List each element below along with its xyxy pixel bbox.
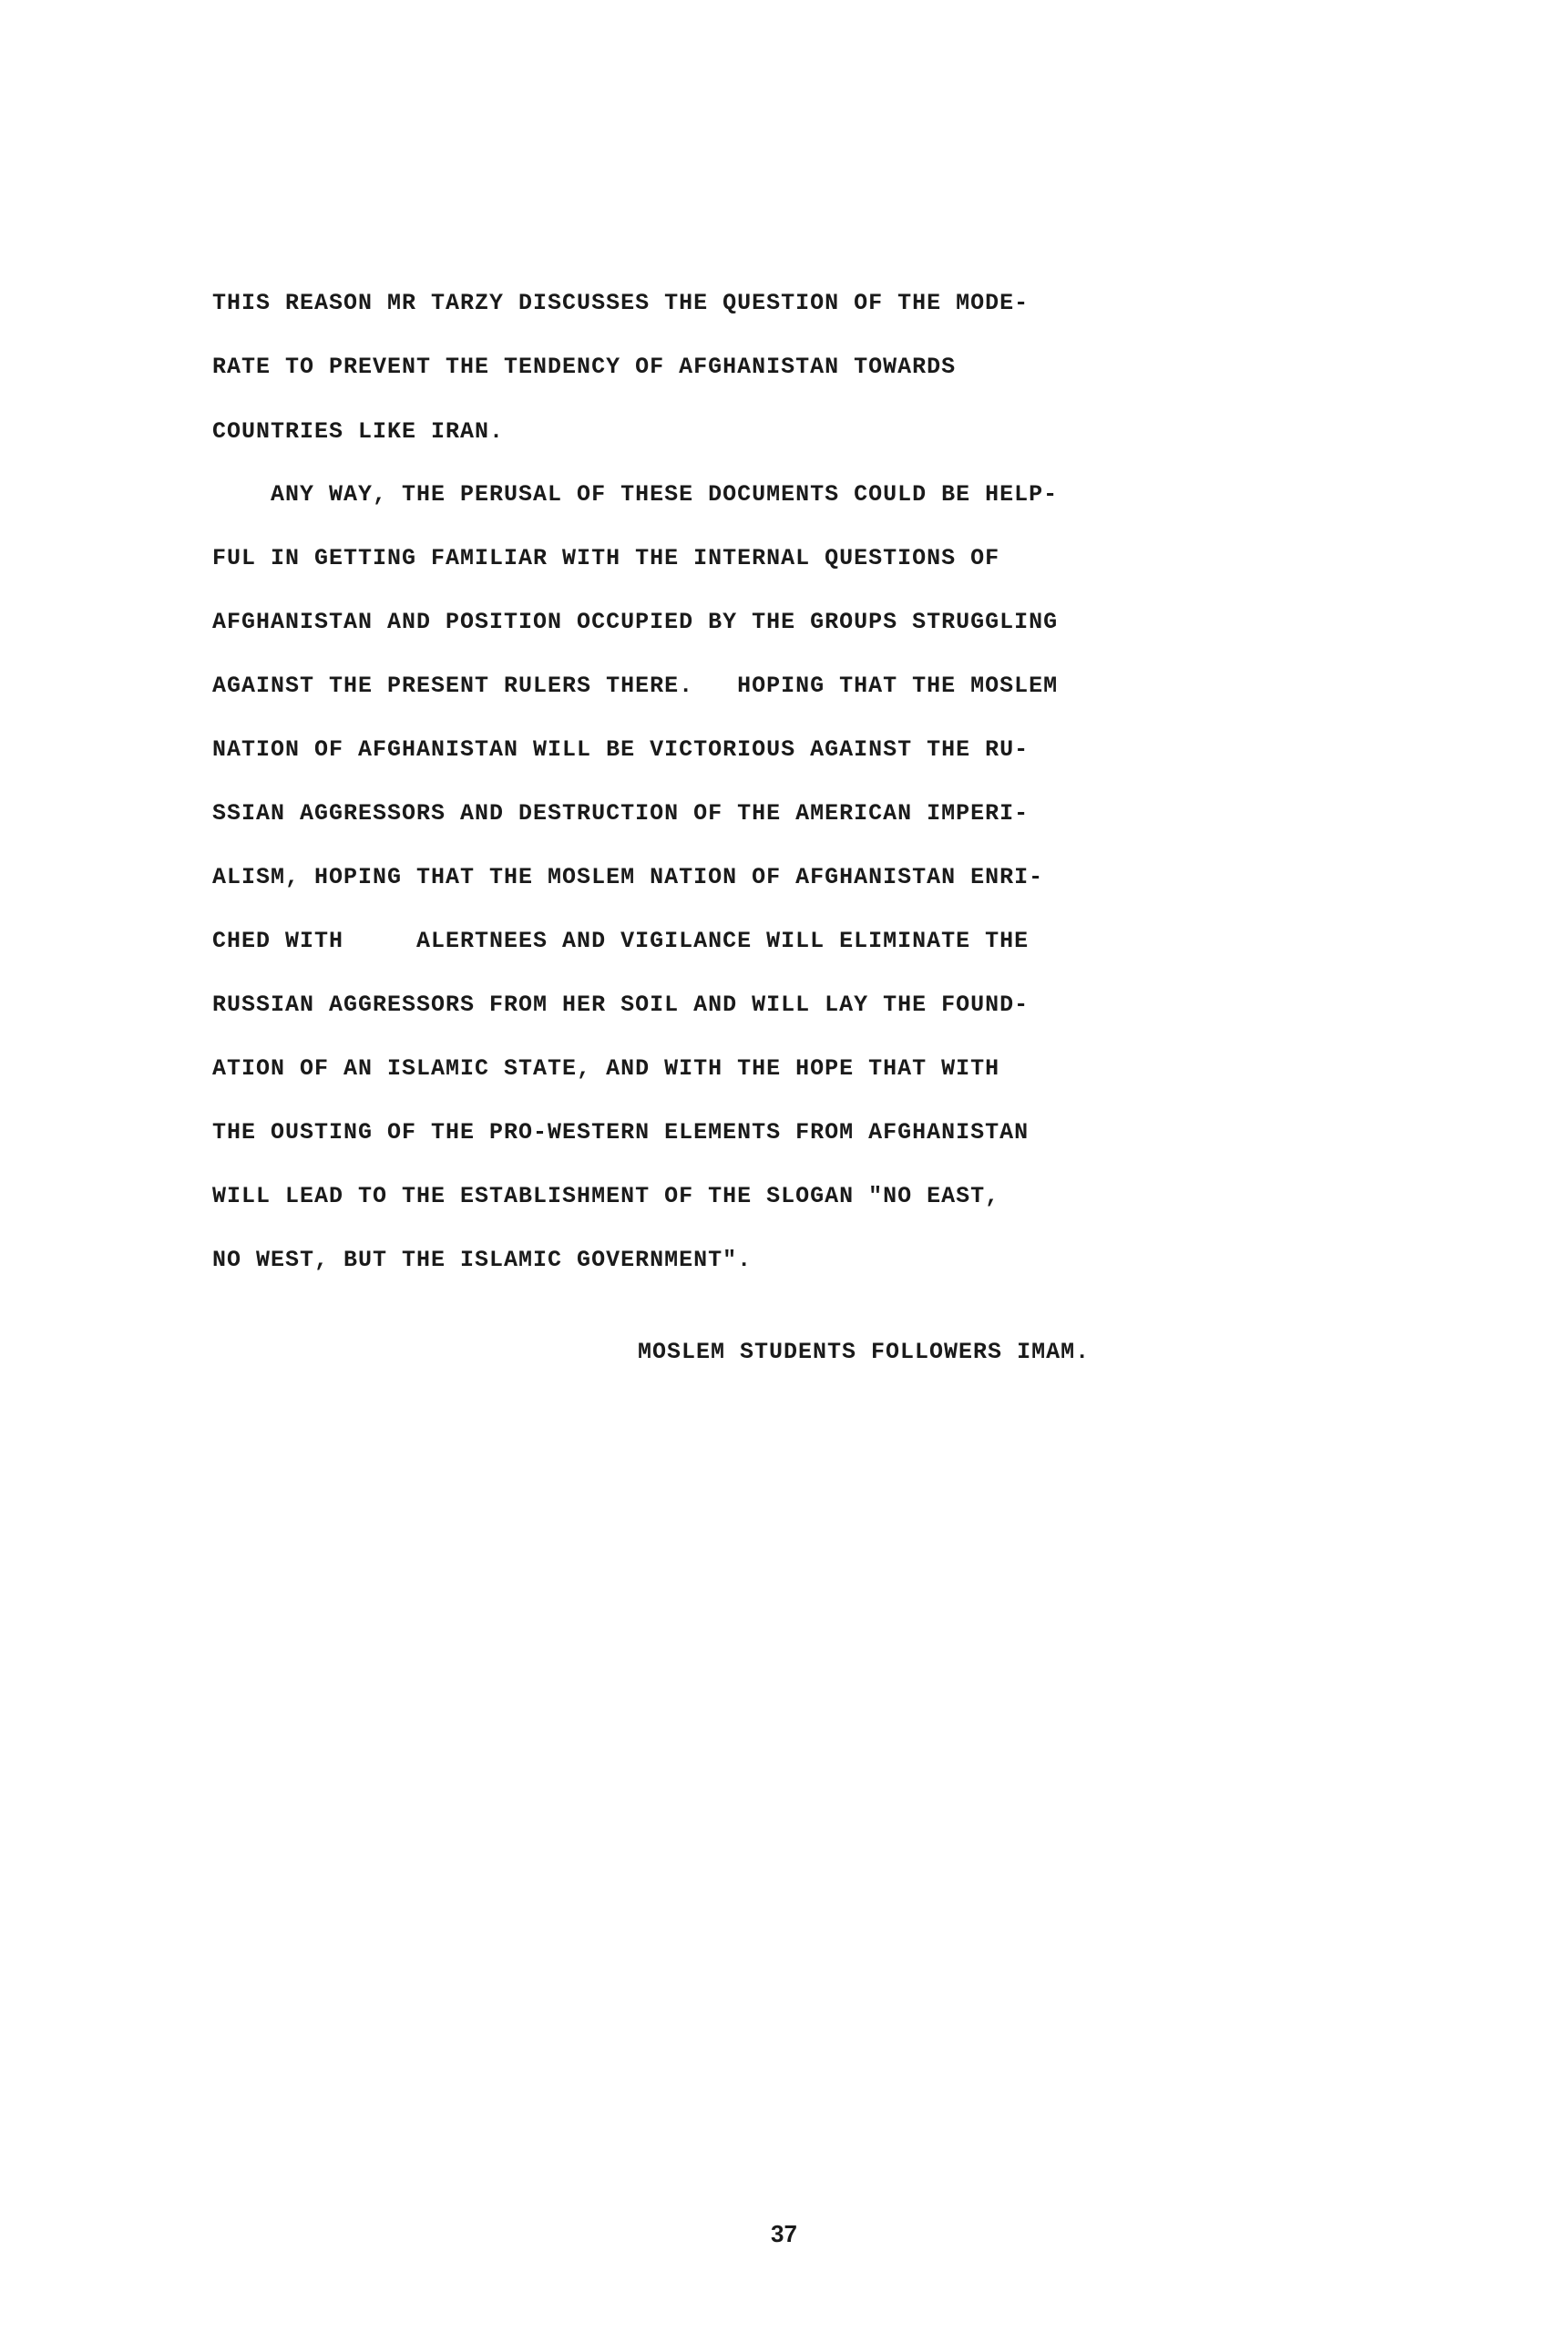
text-line: THIS REASON MR TARZY DISCUSSES THE QUESTION OF THE MODE- [212,290,1030,316]
text-line: AGAINST THE PRESENT RULERS THERE. HOPING THAT THE MOSLEM [212,673,1059,699]
text-line: RATE TO PREVENT THE TENDENCY OF AFGHANISTAN TOWARDS [212,354,957,380]
text-line: AFGHANISTAN AND POSITION OCCUPIED BY THE GROUPS STRUGGLING [212,609,1059,635]
signature: MOSLEM STUDENTS FOLLOWERS IMAM. [638,1339,1091,1365]
text-line: ANY WAY, THE PERUSAL OF THESE DOCUMENTS COULD BE HELP- [212,481,1059,508]
text-line: FUL IN GETTING FAMILIAR WITH THE INTERNAL QUESTIONS OF [212,545,1000,571]
text-line: CHED WITH ALERTNEES AND VIGILANCE WILL ELIMINATE THE [212,928,1030,954]
text-line: THE OUSTING OF THE PRO-WESTERN ELEMENTS FROM AFGHANISTAN [212,1119,1030,1146]
text-line: RUSSIAN AGGRESSORS FROM HER SOIL AND WILL LAY THE FOUND- [212,992,1030,1018]
text-line: NO WEST, BUT THE ISLAMIC GOVERNMENT". [212,1247,753,1273]
text-line: ATION OF AN ISLAMIC STATE, AND WITH THE HOPE THAT WITH [212,1055,1000,1082]
text-line: COUNTRIES LIKE IRAN. [212,418,505,445]
text-line: WILL LEAD TO THE ESTABLISHMENT OF THE SLOGAN "NO EAST, [212,1183,1000,1209]
text-line: NATION OF AFGHANISTAN WILL BE VICTORIOUS AGAINST THE RU- [212,736,1030,763]
text-line: ALISM, HOPING THAT THE MOSLEM NATION OF AFGHANISTAN ENRI- [212,864,1044,890]
text-line: SSIAN AGGRESSORS AND DESTRUCTION OF THE AMERICAN IMPERI- [212,800,1030,827]
page-number: 37 [771,2220,797,2247]
